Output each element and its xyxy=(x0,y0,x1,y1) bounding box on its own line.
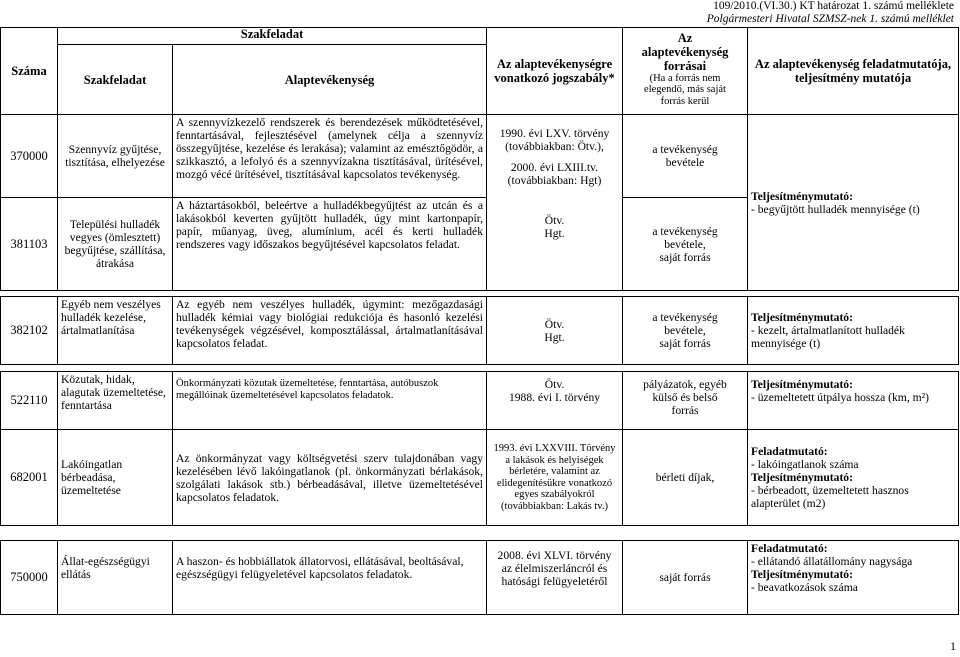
source-line: pályázatok, egyéb xyxy=(643,378,727,391)
law-line: Hgt. xyxy=(544,330,565,344)
row-name: Lakóingatlan bérbeadása, üzemeltetése xyxy=(58,430,173,526)
header-forras-l2: alaptevékenység xyxy=(641,44,729,59)
source-line: külső és belső xyxy=(652,391,718,404)
law-line: (továbbiakban: Hgt) xyxy=(507,174,602,187)
law-line: 1993. évi LXXVIII. Törvény xyxy=(493,443,616,454)
activities-table-continued xyxy=(0,371,959,526)
source-line: bevétele xyxy=(665,156,705,169)
law-line: Ötv. xyxy=(544,214,565,227)
indicator-text: - bérbeadott, üzemeltetett hasznos alapterület (m2) xyxy=(751,484,909,510)
header-mutato: Az alaptevékenység feladatmutatója, teljesítmény mutatója xyxy=(748,28,959,115)
row-code: 382102 xyxy=(1,297,58,365)
law-cell xyxy=(487,372,623,430)
row-name: Egyéb nem veszélyes hulladék kezelése, ártalmatlanítása xyxy=(58,297,173,365)
table-row xyxy=(1,541,959,615)
table-row xyxy=(1,430,959,526)
annex-reference: 109/2010.(VI.30.) KT határozat 1. számú melléklete xyxy=(713,0,954,12)
header-szakfeladat: Szakfeladat xyxy=(58,45,173,115)
law-line: 2008. évi XLVI. törvény xyxy=(497,549,612,562)
source-cell xyxy=(623,198,748,291)
indicator-label: Teljesítménymutató: xyxy=(751,311,853,324)
activities-table-continued xyxy=(0,540,959,615)
law-line: a lakások és helyiségek xyxy=(505,454,604,466)
law-cell xyxy=(487,115,623,291)
source-cell: saját forrás xyxy=(623,541,748,615)
row-code: 370000 xyxy=(1,115,58,198)
indicator-text: - kezelt, ártalmatlanított hulladék mennyisége (t) xyxy=(751,324,905,350)
indicator-text: - üzemeltetett útpálya hossza (km, m²) xyxy=(751,391,929,404)
row-name: Közutak, hidak, alagutak üzemeltetése, fenntartása xyxy=(58,372,173,430)
law-line: 2000. évi LXIII.tv. xyxy=(510,161,599,174)
source-cell xyxy=(623,372,748,430)
header-forras-l3: forrásai xyxy=(663,58,707,73)
source-cell: bérleti díjak, xyxy=(623,430,748,526)
law-cell xyxy=(487,297,623,365)
source-cell xyxy=(623,115,748,198)
row-name: Települési hulladék vegyes (ömlesztett) begyűjtése, szállítása, átrakása xyxy=(58,198,173,291)
law-line: egyes szabályokról xyxy=(514,489,595,500)
indicator-label: Teljesítménymutató: xyxy=(751,568,853,581)
row-activity: Az egyéb nem veszélyes hulladék, úgymint: mezőgazdasági hulladék kémiai vagy biológiai redukciója és hasonló kezelési tevékenységek végzésével, komposztálással, ártalmatlanításával kapcsolatos feladat. xyxy=(173,297,487,365)
header-forras-l6: forrás kerül xyxy=(660,95,710,107)
source-line: a tevékenység xyxy=(652,224,718,238)
activities-table-continued xyxy=(0,296,959,365)
law-line: bérletére, valamint az xyxy=(509,466,600,477)
indicator-text: - lakóingatlanok száma xyxy=(751,458,859,471)
law-cell xyxy=(487,430,623,526)
indicator-label: Teljesítménymutató: xyxy=(751,471,853,484)
indicator-cell xyxy=(748,430,959,526)
header-forras-l4: (Ha a forrás nem xyxy=(649,72,721,84)
indicator-text: - ellátandó állatállomány nagysága xyxy=(751,555,913,568)
indicator-label: Teljesítménymutató: xyxy=(751,378,853,391)
law-line: Ötv. xyxy=(544,317,565,331)
source-line: a tevékenység xyxy=(652,143,718,156)
row-code: 750000 xyxy=(1,541,58,615)
table-row xyxy=(1,372,959,430)
indicator-label: Feladatmutató: xyxy=(751,445,828,458)
indicator-cell xyxy=(748,115,959,291)
header-jogszabaly: Az alaptevékenységre vonatkozó jogszabály* xyxy=(487,28,623,115)
indicator-label: Feladatmutató: xyxy=(751,542,828,555)
indicator-cell xyxy=(748,541,959,615)
law-line: Hgt. xyxy=(544,227,565,240)
source-line: bevétele, xyxy=(664,237,706,251)
source-line: bevétele, xyxy=(664,324,706,337)
indicator-text: - beavatkozások száma xyxy=(751,581,858,594)
law-line: (továbbiakban: Lakás tv.) xyxy=(501,500,608,512)
header-forras xyxy=(623,28,748,115)
row-code: 522110 xyxy=(1,372,58,430)
indicator-text: - begyűjtött hulladék mennyisége (t) xyxy=(751,202,920,216)
table-row xyxy=(1,115,959,198)
indicator-label: Teljesítménymutató: xyxy=(751,189,853,203)
regulation-reference: Polgármesteri Hivatal SZMSZ-nek 1. számú melléklet xyxy=(706,13,954,25)
header-alaptevekenyseg: Alaptevékenység xyxy=(173,45,487,115)
source-line: a tevékenység xyxy=(652,311,718,324)
row-activity: Az önkormányzat vagy költségvetési szerv tulajdonában vagy kezelésében lévő lakóingatlanok (pl. önkormányzati bérlakások, szolgálati lakások stb.) bérbeadásával, illetve üzemeltetésével kapcsolatos feladatok. xyxy=(173,430,487,526)
source-line: saját forrás xyxy=(659,337,711,350)
source-line: forrás xyxy=(671,404,699,417)
row-name: Állat-egészségügyi ellátás xyxy=(58,541,173,615)
law-line: elidegenítésükre vonatkozó xyxy=(496,477,613,489)
law-line: Ötv. xyxy=(544,378,565,391)
row-activity: A haszon- és hobbiállatok állatorvosi, ellátásával, beoltásával, egészségügyi felügyeletével kapcsolatos feladatok. xyxy=(173,541,487,615)
law-line: az élelmiszerláncról és xyxy=(501,562,608,575)
law-line: hatósági felügyeletéről xyxy=(501,575,608,588)
law-cell xyxy=(487,541,623,615)
header-szama: Száma xyxy=(1,28,58,115)
page-number: 1 xyxy=(950,639,956,653)
header-forras-l1: Az xyxy=(677,30,693,45)
law-line: 1988. évi I. törvény xyxy=(508,391,601,404)
header-forras-l5: elegendő, más saját xyxy=(644,84,726,95)
row-name: Szennyvíz gyűjtése, tisztítása, elhelyezése xyxy=(58,115,173,198)
row-code: 682001 xyxy=(1,430,58,526)
header-szakfeladat-group: Szakfeladat xyxy=(58,28,487,45)
activities-table xyxy=(0,27,959,291)
table-row xyxy=(1,297,959,365)
indicator-cell xyxy=(748,372,959,430)
row-activity: Önkormányzati közutak üzemeltetése, fenntartása, autóbuszok megállóinak üzemeltetésével kapcsolatos feladatok. xyxy=(173,372,487,430)
row-activity: A háztartásokból, beleértve a hulladékbegyűjtést az utcán és a lakásokból keverten gyűjtött hulladék, úgy mint kartonpapír, papír, műanyag, üveg, alumínium, acél és kerti hulladék rendszeres vagy időszakos begyűjtésével kapcsolatos feladat. xyxy=(173,198,487,291)
law-line: (továbbiakban: Ötv.), xyxy=(505,140,604,153)
row-activity: A szennyvízkezelő rendszerek és berendezések működtetésével, fenntartásával, fejlesztésével (amelynek célja a szennyvíz összegyűjtése, kezelése és lerakása); valamint az emésztőgödör, a szikkasztó, a lefolyó és a szennyvízakna tisztításával, ürítésével, mozgó vécé ürítésével, tisztításával kapcsolatos tevékenység. xyxy=(173,115,487,198)
source-cell xyxy=(623,297,748,365)
law-line: 1990. évi LXV. törvény xyxy=(499,127,610,140)
indicator-cell xyxy=(748,297,959,365)
source-line: saját forrás xyxy=(659,250,711,264)
row-code: 381103 xyxy=(1,198,58,291)
